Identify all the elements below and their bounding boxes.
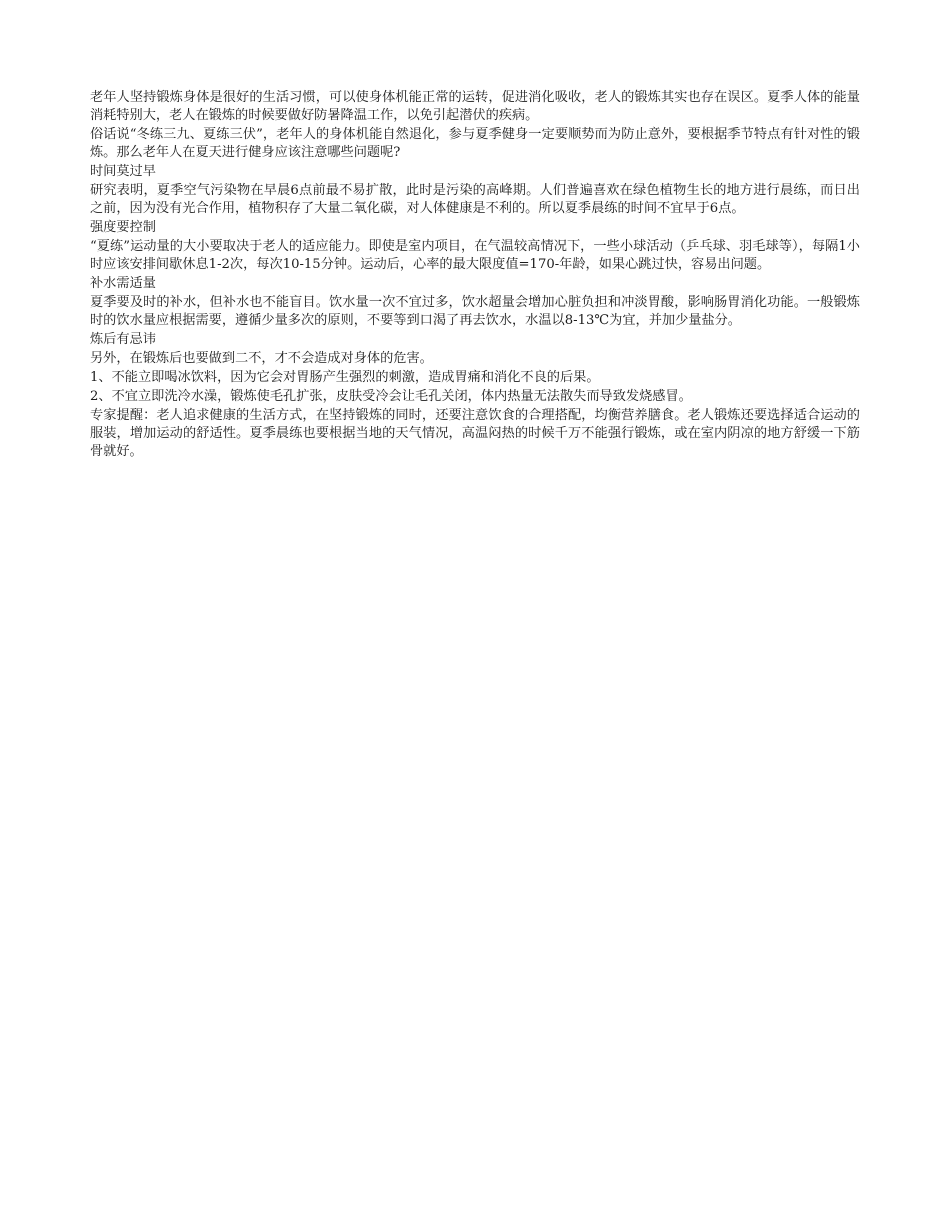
list-item: 2、不宜立即洗冷水澡，锻炼使毛孔扩张，皮肤受冷会让毛孔关闭，体内热量无法散失而导致发烧感冒。 (90, 389, 692, 404)
intro-paragraph: 老年人坚持锻炼身体是很好的生活习惯，可以使身体机能正常的运转，促进消化吸收，老人的锻炼其实也存在误区。夏季人体的能量消耗特别大，老人在锻炼的时候要做好防暑降温工作，以免引起潜伏的疾病。 (90, 90, 860, 123)
section-heading-after-exercise: 炼后有忌讳 (90, 332, 156, 347)
hydration-paragraph: 夏季要及时的补水，但补水也不能盲目。饮水量一次不宜过多，饮水超量会增加心脏负担和冲淡胃酸，影响肠胃消化功能。一般锻炼时的饮水量应根据需要，遵循少量多次的原则，不要等到口渴了再去饮水，水温以8-13℃为宜，并加少量盐分。 (90, 295, 860, 328)
saying-paragraph: 俗话说“冬练三九、夏练三伏”，老年人的身体机能自然退化，参与夏季健身一定要顺势而为防止意外，要根据季节特点有针对性的锻炼。那么老年人在夏天进行健身应该注意哪些问题呢? (90, 127, 860, 160)
section-heading-timing: 时间莫过早 (90, 164, 156, 179)
timing-paragraph: 研究表明，夏季空气污染物在早晨6点前最不易扩散，此时是污染的高峰期。人们普遍喜欢在绿色植物生长的地方进行晨练，而日出之前，因为没有光合作用，植物积存了大量二氧化碳，对人体健康是不利的。所以夏季晨练的时间不宜早于6点。 (90, 183, 860, 216)
article-body (90, 89, 860, 462)
expert-tip-paragraph: 专家提醒：老人追求健康的生活方式，在坚持锻炼的同时，还要注意饮食的合理搭配，均衡营养膳食。老人锻炼还要选择适合运动的服装，增加运动的舒适性。夏季晨练也要根据当地的天气情况，高温闷热的时候千万不能强行锻炼，或在室内阴凉的地方舒缓一下筋骨就好。 (90, 408, 860, 459)
section-heading-intensity: 强度要控制 (90, 220, 156, 235)
list-item: 1、不能立即喝冰饮料，因为它会对胃肠产生强烈的刺激，造成胃痛和消化不良的后果。 (90, 370, 600, 385)
intensity-paragraph: “夏练”运动量的大小要取决于老人的适应能力。即使是室内项目，在气温较高情况下，一些小球活动（乒乓球、羽毛球等），每隔1小时应该安排间歇休息1-2次，每次10-15分钟。运动后，心率的最大限度值=170-年龄，如果心跳过快，容易出问题。 (90, 239, 860, 272)
after-exercise-paragraph: 另外，在锻炼后也要做到二不，才不会造成对身体的危害。 (90, 351, 433, 366)
section-heading-hydration: 补水需适量 (90, 276, 156, 291)
